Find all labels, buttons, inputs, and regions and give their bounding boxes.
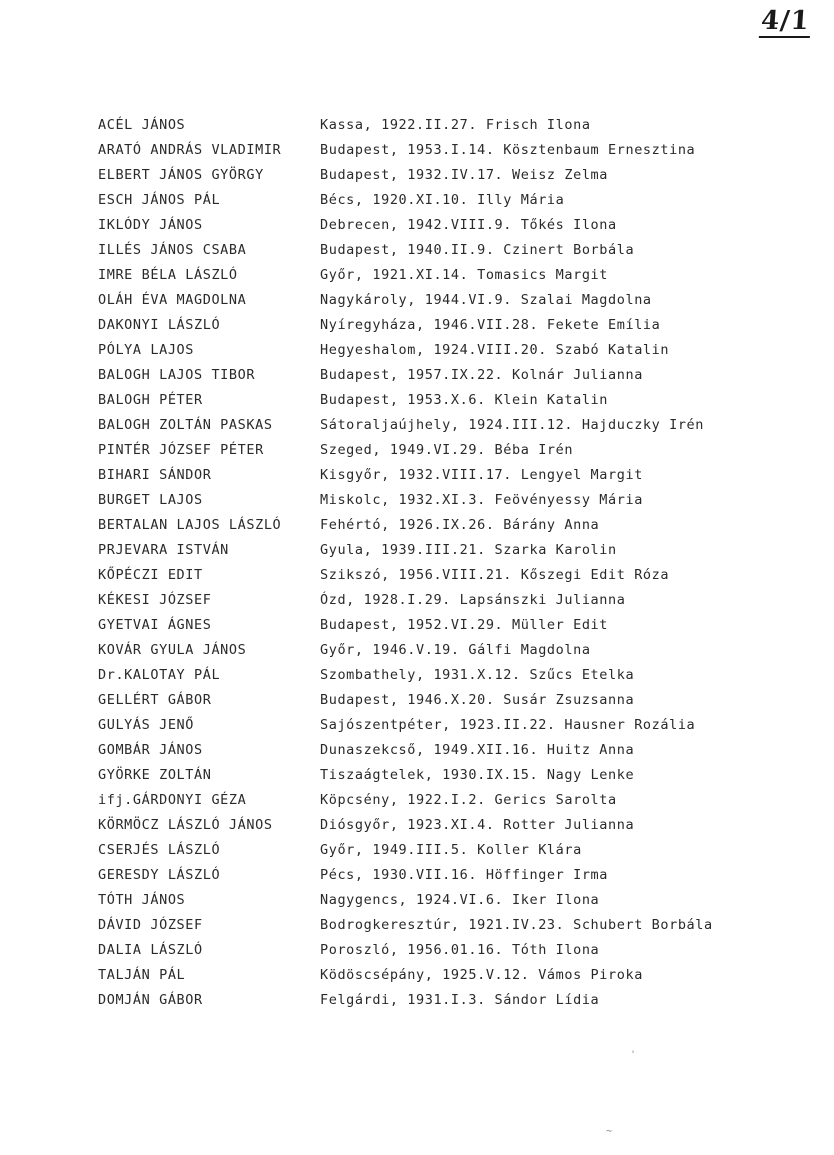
birth-details: Hegyeshalom, 1924.VIII.20. Szabó Katalin	[320, 342, 670, 358]
birth-details: Debrecen, 1942.VIII.9. Tőkés Ilona	[320, 217, 617, 233]
birth-details: Diósgyőr, 1923.XI.4. Rotter Julianna	[320, 817, 635, 833]
list-item	[98, 463, 798, 488]
person-name: ACÉL JÁNOS	[98, 117, 186, 133]
list-item	[98, 588, 798, 613]
list-item	[98, 663, 798, 688]
person-name: DÁVID JÓZSEF	[98, 917, 203, 933]
list-item	[98, 713, 798, 738]
list-item	[98, 638, 798, 663]
person-name: DAKONYI LÁSZLÓ	[98, 317, 221, 333]
list-item	[98, 338, 798, 363]
person-name: BALOGH ZOLTÁN PASKAS	[98, 417, 273, 433]
birth-details: Budapest, 1932.IV.17. Weisz Zelma	[320, 167, 609, 183]
birth-details: Ózd, 1928.I.29. Lapsánszki Julianna	[320, 592, 626, 608]
birth-details: Budapest, 1940.II.9. Czinert Borbála	[320, 242, 635, 258]
birth-details: Budapest, 1952.VI.29. Müller Edit	[320, 617, 609, 633]
birth-details: Bodrogkeresztúr, 1921.IV.23. Schubert Borbála	[320, 917, 713, 933]
list-item	[98, 213, 798, 238]
birth-details: Fehértó, 1926.IX.26. Bárány Anna	[320, 517, 600, 533]
person-name: PINTÉR JÓZSEF PÉTER	[98, 442, 264, 458]
person-name: ifj.GÁRDONYI GÉZA	[98, 792, 247, 808]
list-item	[98, 863, 798, 888]
list-item	[98, 188, 798, 213]
list-item	[98, 388, 798, 413]
birth-details: Győr, 1949.III.5. Koller Klára	[320, 842, 582, 858]
birth-details: Kisgyőr, 1932.VIII.17. Lengyel Margit	[320, 467, 643, 483]
person-name: TALJÁN PÁL	[98, 967, 186, 983]
person-name: BALOGH PÉTER	[98, 392, 203, 408]
scan-speck: ˈ	[630, 1050, 637, 1061]
birth-details: Felgárdi, 1931.I.3. Sándor Lídia	[320, 992, 600, 1008]
list-item	[98, 788, 798, 813]
person-name: GYÖRKE ZOLTÁN	[98, 767, 212, 783]
person-name: KŐPÉCZI EDIT	[98, 567, 203, 583]
list-item	[98, 738, 798, 763]
birth-details: Budapest, 1946.X.20. Susár Zsuzsanna	[320, 692, 635, 708]
list-item	[98, 838, 798, 863]
list-item	[98, 913, 798, 938]
scan-speck: ~	[606, 1126, 613, 1137]
list-item	[98, 888, 798, 913]
birth-details: Poroszló, 1956.01.16. Tóth Ilona	[320, 942, 600, 958]
list-item	[98, 988, 798, 1013]
birth-details: Gyula, 1939.III.21. Szarka Karolin	[320, 542, 617, 558]
person-name: BERTALAN LAJOS LÁSZLÓ	[98, 517, 282, 533]
birth-details: Nagygencs, 1924.VI.6. Iker Ilona	[320, 892, 600, 908]
birth-details: Győr, 1921.XI.14. Tomasics Margit	[320, 267, 609, 283]
list-item	[98, 763, 798, 788]
birth-details: Köpcsény, 1922.I.2. Gerics Sarolta	[320, 792, 617, 808]
person-name: GELLÉRT GÁBOR	[98, 692, 212, 708]
birth-details: Budapest, 1953.X.6. Klein Katalin	[320, 392, 609, 408]
list-item	[98, 513, 798, 538]
list-item	[98, 488, 798, 513]
list-item	[98, 413, 798, 438]
person-list	[98, 113, 798, 1013]
birth-details: Budapest, 1953.I.14. Kösztenbaum Ernesztina	[320, 142, 696, 158]
list-item	[98, 688, 798, 713]
list-item	[98, 113, 798, 138]
person-name: GYETVAI ÁGNES	[98, 617, 212, 633]
birth-details: Tiszaágtelek, 1930.IX.15. Nagy Lenke	[320, 767, 635, 783]
birth-details: Kassa, 1922.II.27. Frisch Ilona	[320, 117, 591, 133]
person-name: KÖRMÖCZ LÁSZLÓ JÁNOS	[98, 817, 273, 833]
list-item	[98, 313, 798, 338]
list-item	[98, 138, 798, 163]
person-name: CSERJÉS LÁSZLÓ	[98, 842, 221, 858]
person-name: BALOGH LAJOS TIBOR	[98, 367, 256, 383]
person-name: ARATÓ ANDRÁS VLADIMIR	[98, 142, 282, 158]
birth-details: Budapest, 1957.IX.22. Kolnár Julianna	[320, 367, 643, 383]
person-name: OLÁH ÉVA MAGDOLNA	[98, 292, 247, 308]
list-item	[98, 963, 798, 988]
birth-details: Pécs, 1930.VII.16. Höffinger Irma	[320, 867, 609, 883]
birth-details: Szeged, 1949.VI.29. Béba Irén	[320, 442, 574, 458]
person-name: Dr.KALOTAY PÁL	[98, 667, 221, 683]
birth-details: Szombathely, 1931.X.12. Szűcs Etelka	[320, 667, 635, 683]
person-name: TÓTH JÁNOS	[98, 892, 186, 908]
person-name: GOMBÁR JÁNOS	[98, 742, 203, 758]
person-name: IKLÓDY JÁNOS	[98, 217, 203, 233]
list-item	[98, 613, 798, 638]
person-name: KOVÁR GYULA JÁNOS	[98, 642, 247, 658]
list-item	[98, 813, 798, 838]
list-item	[98, 263, 798, 288]
person-name: ILLÉS JÁNOS CSABA	[98, 242, 247, 258]
person-name: DALIA LÁSZLÓ	[98, 942, 203, 958]
birth-details: Ködöscsépány, 1925.V.12. Vámos Piroka	[320, 967, 643, 983]
birth-details: Miskolc, 1932.XI.3. Feövényessy Mária	[320, 492, 643, 508]
list-item	[98, 938, 798, 963]
page-number-mark: 4/1	[759, 6, 811, 36]
birth-details: Bécs, 1920.XI.10. Illy Mária	[320, 192, 565, 208]
person-name: PRJEVARA ISTVÁN	[98, 542, 229, 558]
person-name: PÓLYA LAJOS	[98, 342, 195, 358]
birth-details: Szikszó, 1956.VIII.21. Kőszegi Edit Róza	[320, 567, 670, 583]
list-item	[98, 238, 798, 263]
birth-details: Dunaszekcső, 1949.XII.16. Huitz Anna	[320, 742, 635, 758]
list-item	[98, 288, 798, 313]
list-item	[98, 563, 798, 588]
person-name: ELBERT JÁNOS GYÖRGY	[98, 167, 264, 183]
list-item	[98, 438, 798, 463]
list-item	[98, 163, 798, 188]
person-name: IMRE BÉLA LÁSZLÓ	[98, 267, 238, 283]
birth-details: Győr, 1946.V.19. Gálfi Magdolna	[320, 642, 591, 658]
person-name: BURGET LAJOS	[98, 492, 203, 508]
list-item	[98, 538, 798, 563]
birth-details: Sátoraljaújhely, 1924.III.12. Hajduczky Irén	[320, 417, 705, 433]
birth-details: Sajószentpéter, 1923.II.22. Hausner Rozália	[320, 717, 696, 733]
person-name: BIHARI SÁNDOR	[98, 467, 212, 483]
person-name: ESCH JÁNOS PÁL	[98, 192, 221, 208]
list-item	[98, 363, 798, 388]
person-name: GERESDY LÁSZLÓ	[98, 867, 221, 883]
birth-details: Nyíregyháza, 1946.VII.28. Fekete Emília	[320, 317, 661, 333]
birth-details: Nagykároly, 1944.VI.9. Szalai Magdolna	[320, 292, 652, 308]
person-name: KÉKESI JÓZSEF	[98, 592, 212, 608]
person-name: GULYÁS JENŐ	[98, 717, 195, 733]
person-name: DOMJÁN GÁBOR	[98, 992, 203, 1008]
